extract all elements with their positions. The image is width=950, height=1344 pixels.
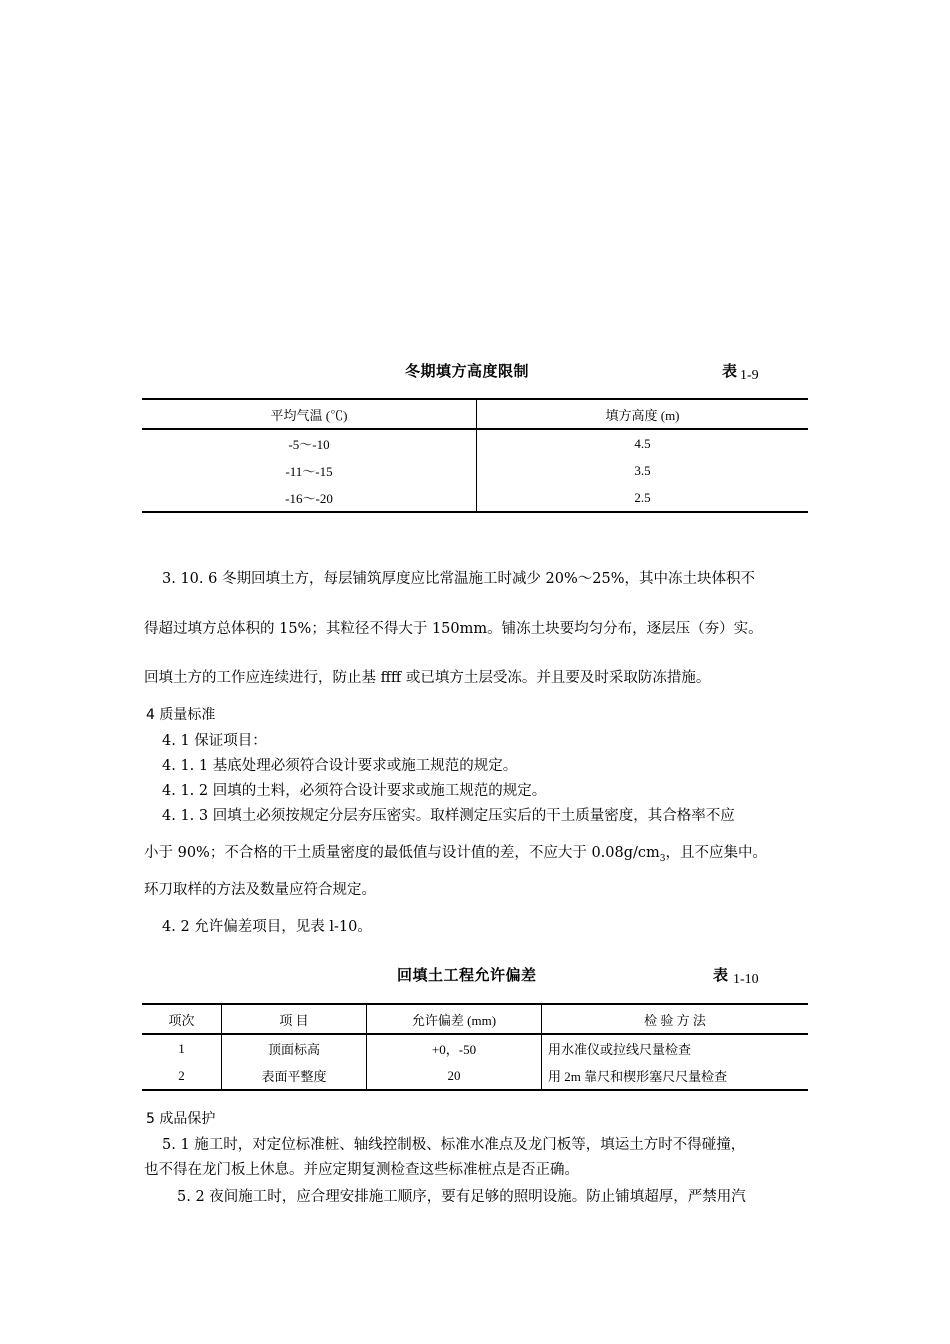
- paragraph-5-1-line-1: 5. 1 施工时，对定位标准桩、轴线控制极、标准水准点及龙门板等，填运土方时不得碰撞，: [162, 1137, 746, 1153]
- table-cell: 用水准仪或拉线尺量检查: [548, 1042, 692, 1057]
- table-cell: 2.5: [477, 484, 809, 512]
- column-header-item-no: 项次: [142, 1004, 222, 1034]
- table-row: [142, 429, 808, 457]
- table-header-row: [142, 399, 808, 429]
- column-header-tolerance: 允许偏差 (mm): [367, 1004, 542, 1034]
- unit-subscript: 3: [659, 853, 666, 864]
- table-cell: -16～-20: [142, 484, 477, 512]
- table-row: [142, 1062, 808, 1090]
- table-1-10-label: 表: [713, 966, 729, 984]
- table-cell: 1: [142, 1034, 222, 1062]
- table-1-10: [142, 1003, 808, 1091]
- paragraph-4-1-2: 4. 1. 2 回填的土料，必须符合设计要求或施工规范的规定。: [162, 783, 547, 799]
- table-row: [142, 1034, 808, 1062]
- table-cell: 4.5: [634, 435, 651, 451]
- paragraph-4-1-3-line-2-end: ，且不应集中。: [665, 845, 768, 861]
- paragraph-4-2: 4. 2 允许偏差项目，见表 l-10。: [162, 919, 372, 935]
- table-cell: 表面平整度: [222, 1062, 367, 1090]
- paragraph-3-10-6-line-1: 3. 10. 6 冬期回填土方，每层铺筑厚度应比常温施工时减少 20%～25%，其中冻土块体积不: [162, 571, 756, 587]
- paragraph-4-1: 4. 1 保证项目：: [162, 733, 267, 749]
- table-cell: 用 2m 靠尺和楔形塞尺尺量检查: [542, 1062, 809, 1090]
- paragraph-4-1-3-line-2: [144, 841, 767, 864]
- table-cell: +0，-50: [367, 1034, 542, 1062]
- column-header-fill-height: 填方高度 (m): [477, 399, 809, 429]
- table-cell: 20: [367, 1062, 542, 1090]
- table-row: [142, 484, 808, 512]
- column-header-item: 项 目: [222, 1004, 367, 1034]
- section-4-heading: 4 质量标准: [146, 707, 216, 723]
- table-1-9-title: 冬期填方高度限制: [405, 362, 530, 380]
- column-header-method: 检 验 方 法: [542, 1004, 809, 1034]
- paragraph-4-1-3-line-1: 4. 1. 3 回填土必须按规定分层夯压密实。取样测定压实后的干土质量密度，其合格率不应: [162, 808, 735, 824]
- paragraph-3-10-6-line-3: 回填土方的工作应连续进行，防止基 ffff 或已填方土层受冻。并且要及时采取防冻措施。: [144, 670, 711, 686]
- table-row: [142, 457, 808, 484]
- table-1-10-title: 回填土工程允许偏差: [397, 966, 537, 984]
- table-cell: 3.5: [634, 462, 651, 478]
- table-1-9: [142, 398, 808, 513]
- table-1-10-number: 1-10: [733, 972, 759, 987]
- section-5-heading: 5 成品保护: [146, 1111, 216, 1127]
- paragraph-4-1-3-line-3: 环刀取样的方法及数量应符合规定。: [144, 882, 376, 898]
- table-header-row: [142, 1004, 808, 1034]
- table-1-9-number: 1-9: [740, 368, 759, 383]
- table-cell: -5～-10: [142, 429, 477, 457]
- table-cell: 2: [142, 1062, 222, 1090]
- paragraph-4-1-1: 4. 1. 1 基底处理必须符合设计要求或施工规范的规定。: [162, 758, 518, 774]
- table-1-9-label: 表: [722, 362, 738, 380]
- table-cell: 顶面标高: [222, 1034, 367, 1062]
- paragraph-5-1-line-2: 也不得在龙门板上休息。并应定期复测检查这些标准桩点是否正确。: [144, 1162, 579, 1178]
- table-cell: -11～-15: [142, 457, 477, 484]
- paragraph-4-1-3-line-2-text: 小于 90%；不合格的干土质量密度的最低值与设计值的差，不应大于 0.08g/cm: [144, 845, 660, 861]
- column-header-temperature: 平均气温 (℃): [142, 399, 477, 429]
- paragraph-3-10-6-line-2: 得超过填方总体积的 15%；其粒径不得大于 150mm。铺冻土块要均匀分布，逐层压（夯）实。: [144, 621, 763, 637]
- paragraph-5-2-line-1: 5. 2 夜间施工时，应合理安排施工顺序，要有足够的照明设施。防止铺填超厚，严禁用汽: [177, 1189, 746, 1205]
